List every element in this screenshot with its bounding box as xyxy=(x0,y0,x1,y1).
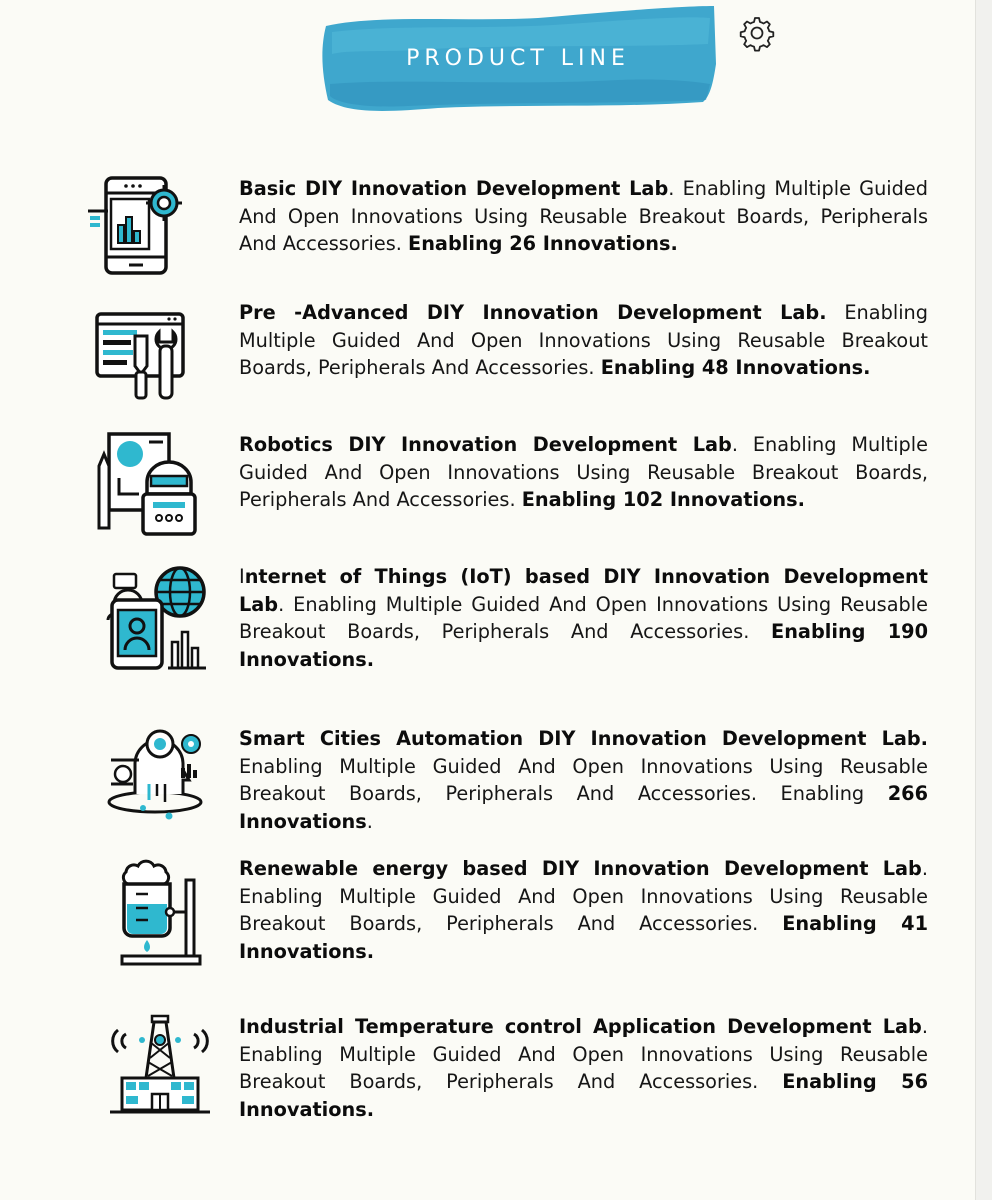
list-item-robotics-lab: Robotics DIY Innovation Development Lab. Enabling Multiple Guided And Open Innovations Using Reusable Breakout Boards, Peripherals And Accessories. Enabling 102 Innovations. xyxy=(239,433,928,511)
page-edge xyxy=(975,0,992,1200)
list-item-iot-lab: Internet of Things (IoT) based DIY Innovation Development Lab. Enabling Multiple Guided And Open Innovations Using Reusable Breakout Boards, Peripherals And Accessories. Enabling 190 Innovations. xyxy=(239,565,928,671)
list-item-smart-cities-lab: Smart Cities Automation DIY Innovation Development Lab. Enabling Multiple Guided And Open Innovations Using Reusable Breakout Boards, Peripherals And Accessories. Enabling 266 Innovations. xyxy=(239,727,928,833)
iot-globe-phone-icon xyxy=(102,562,212,672)
page-title: PRODUCT LINE xyxy=(406,46,630,71)
mobile-dashboard-icon xyxy=(86,175,186,275)
list-item-renewable-lab: Renewable energy based DIY Innovation Development Lab. Enabling Multiple Guided And Open Innovations Using Reusable Breakout Boards, Peripherals And Accessories. Enabling 41 Innovations. xyxy=(239,857,928,963)
gear-icon[interactable] xyxy=(738,14,776,52)
industrial-tower-icon xyxy=(108,1012,212,1116)
list-item-pre-advanced-lab: Pre -Advanced DIY Innovation Development Lab. Enabling Multiple Guided And Open Innovations Using Reusable Breakout Boards, Peripherals And Accessories. Enabling 48 Innovations. xyxy=(239,301,929,379)
tools-browser-icon xyxy=(93,308,189,404)
list-item-basic-lab: Basic DIY Innovation Development Lab. Enabling Multiple Guided And Open Innovations Using Reusable Breakout Boards, Peripherals And Accessories. Enabling 26 Innovations. xyxy=(239,177,928,255)
title-banner xyxy=(318,4,718,114)
lab-flask-burner-icon xyxy=(112,858,204,968)
robot-blueprint-icon xyxy=(93,430,203,538)
smart-city-head-icon xyxy=(105,722,211,822)
list-item-industrial-lab: Industrial Temperature control Application Development Lab. Enabling Multiple Guided And Open Innovations Using Reusable Breakout Boards, Peripherals And Accessories. Enabling 56 Innovations. xyxy=(239,1015,928,1121)
